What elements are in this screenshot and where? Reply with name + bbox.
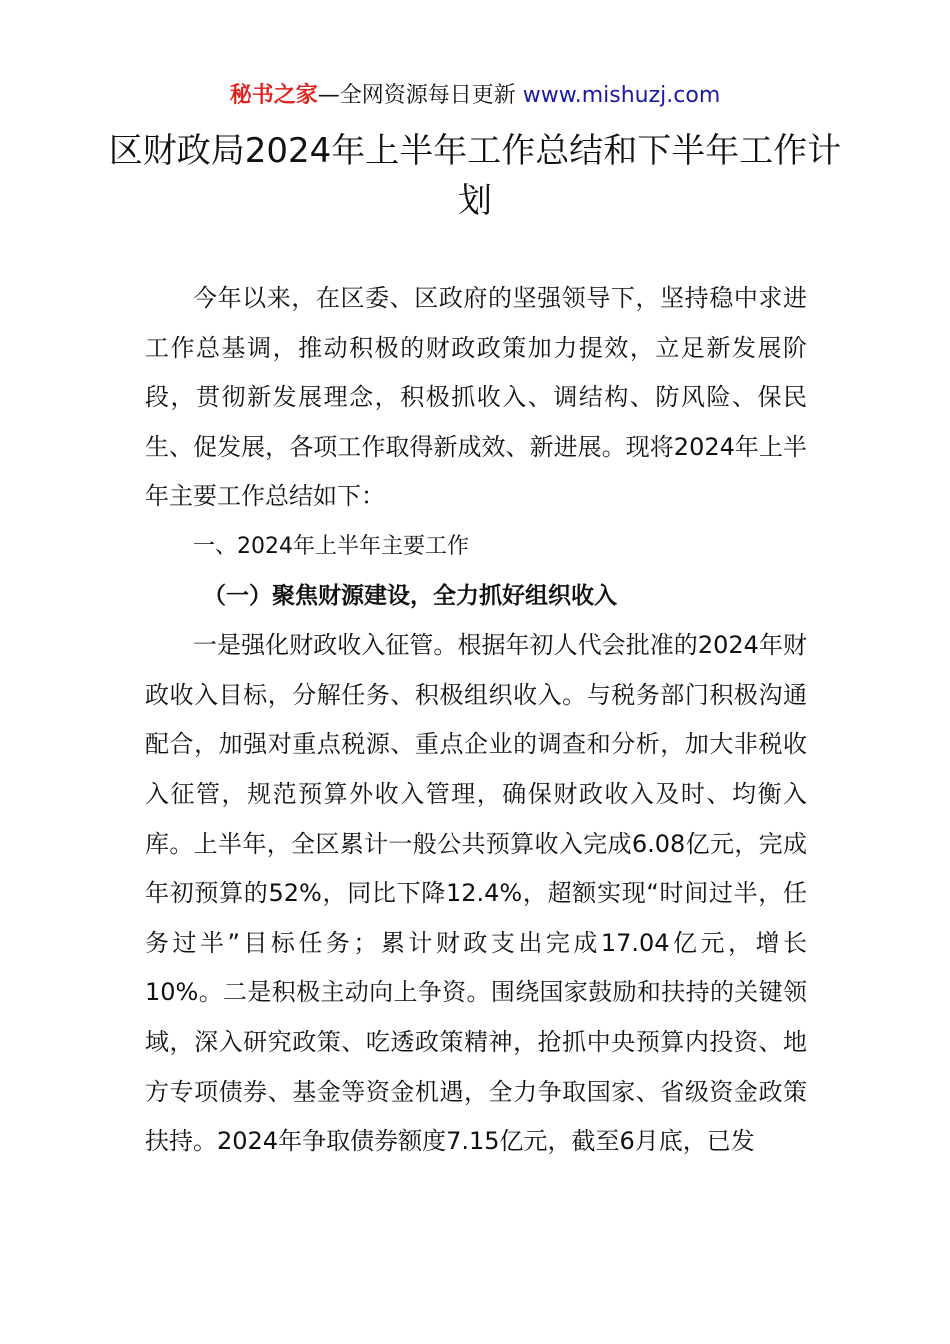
site-tagline: —全网资源每日更新 — [317, 83, 523, 108]
document-body — [145, 274, 807, 1167]
document-title: 区财政局2024年上半年工作总结和下半年工作计划 — [108, 131, 842, 221]
site-url-link[interactable]: www.mishuzj.com — [522, 83, 721, 108]
intro-paragraph: 今年以来，在区委、区政府的坚强领导下，坚持稳中求进工作总基调，推动积极的财政政策加力提效，立足新发展阶段，贯彻新发展理念，积极抓收入、调结构、防风险、保民生、促发展，各项工作取得新成效、新进展。现将2024年上半年主要工作总结如下： — [145, 284, 807, 511]
subsection-heading: （一）聚焦财源建设，全力抓好组织收入 — [203, 582, 617, 609]
site-header — [0, 80, 950, 112]
site-brand: 秘书之家 — [229, 83, 318, 108]
subsection-paragraph: 一是强化财政收入征管。根据年初人代会批准的2024年财政收入目标，分解任务、积极组织收入。与税务部门积极沟通配合，加强对重点税源、重点企业的调查和分析，加大非税收入征管，规范预算外收入管理，确保财政收入及时、均衡入库。上半年，全区累计一般公共预算收入完成6.08亿元，完成年初预算的52%，同比下降12.4%，超额实现“时间过半，任务过半”目标任务；累计财政支出完成17.04亿元，增长10%。二是积极主动向上争资。围绕国家鼓励和扶持的关键领域，深入研究政策、吃透政策精神，抢抓中央预算内投资、地方专项债券、基金等资金机遇，全力争取国家、省级资金政策扶持。2024年争取债券额度7.15亿元，截至6月底，已发 — [145, 631, 807, 1156]
section-heading: 一、2024年上半年主要工作 — [193, 533, 469, 559]
